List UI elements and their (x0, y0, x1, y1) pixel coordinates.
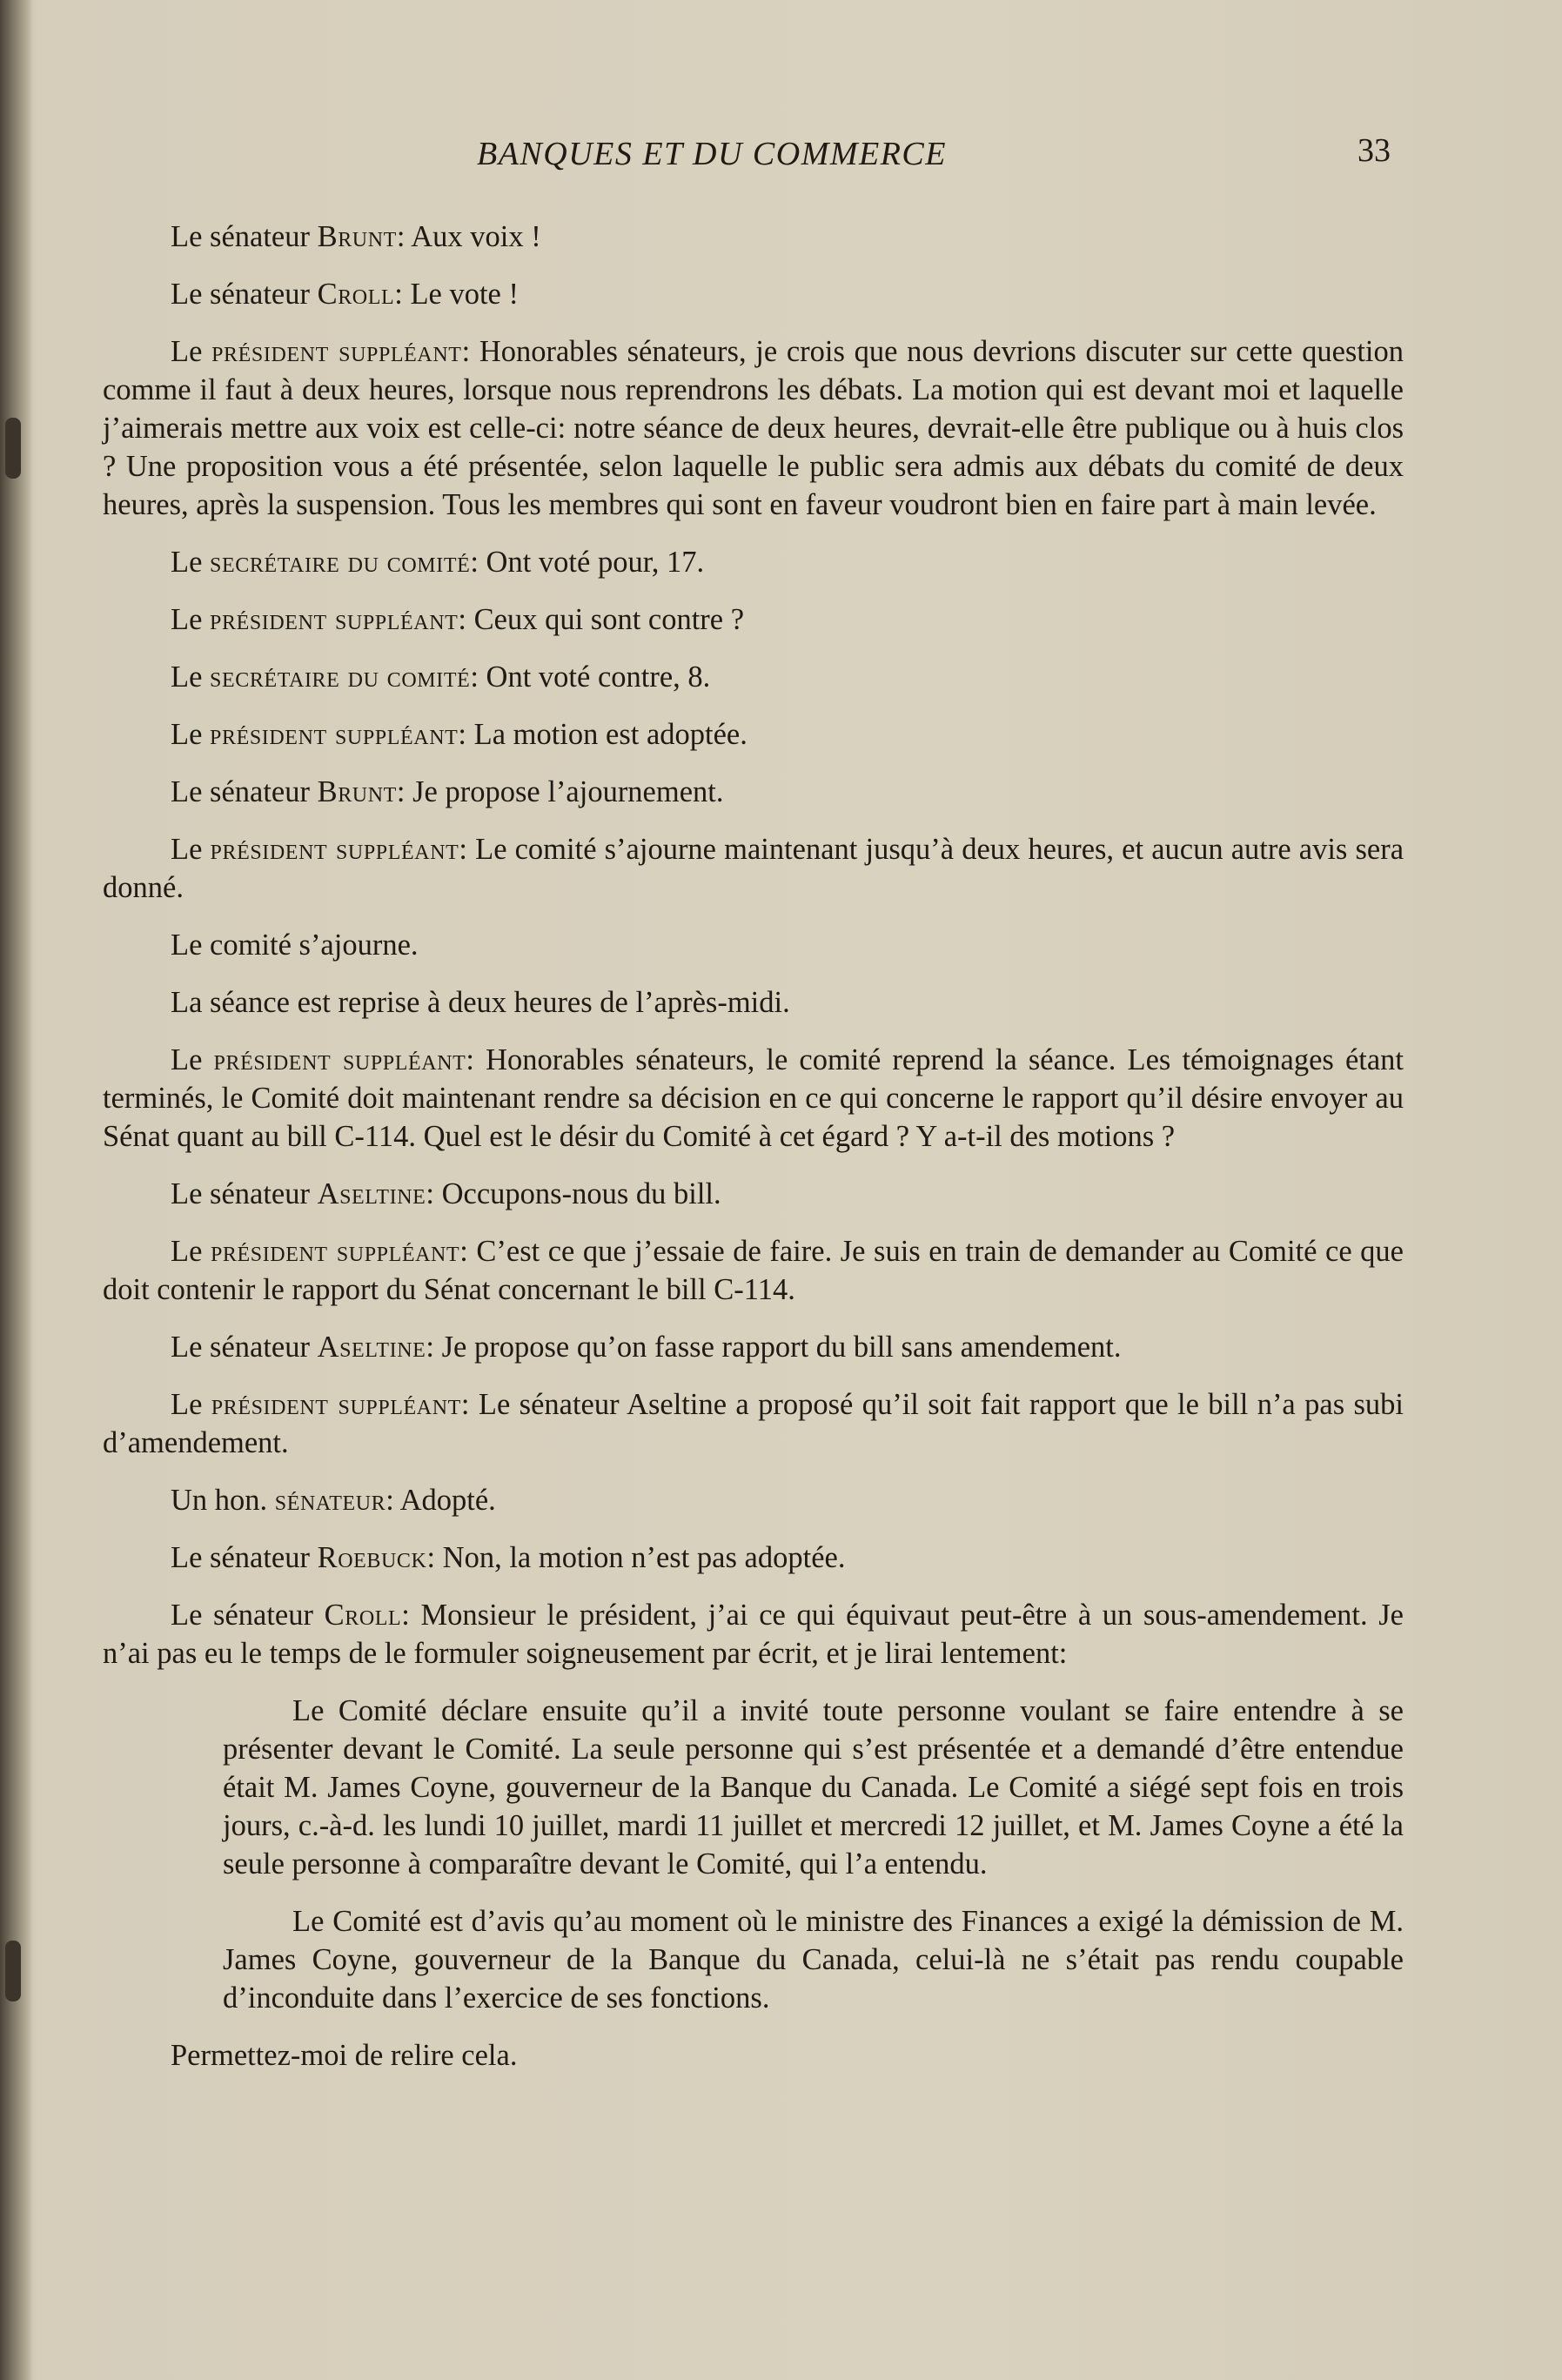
speech-text: : Non, la motion n’est pas adoptée. (426, 1541, 846, 1574)
page-number: 33 (1358, 132, 1391, 169)
speaker-name: Croll (317, 278, 395, 311)
running-title: BANQUES ET DU COMMERCE (477, 136, 947, 172)
page-body (103, 218, 1404, 2094)
speaker-name: Roebuck (317, 1541, 427, 1574)
speaker-name: président suppléant (213, 1043, 466, 1076)
speaker-name: secrétaire du comité (210, 546, 471, 579)
speaker-name: président suppléant (210, 1235, 460, 1268)
speaker-prefix: Le sénateur (171, 775, 318, 808)
speaker-prefix: Le (171, 660, 211, 694)
speech-text: : Adopté. (385, 1484, 496, 1517)
speech-text: : Le vote ! (394, 278, 519, 311)
speaker-name: président suppléant (211, 1388, 461, 1421)
speaker-prefix: Un hon. (171, 1484, 275, 1517)
speech-paragraph (103, 218, 1404, 256)
speech-text: : C’est ce que j’essaie de faire. Je suis en train de demander au Comité ce que doit contenir le rapport du Sénat concernant le bill C-114. (103, 1235, 1404, 1306)
speech-text: : La motion est adoptée. (458, 718, 747, 751)
binding-hole-mark (5, 418, 21, 479)
speech-text: : Honorables sénateurs, je crois que nous devrions discuter sur cette question comme il faut à deux heures, lorsque nous reprendrons les débats. La motion qui est devant moi et laquelle j’aimerais mettre aux voix est celle-ci: notre séance de deux heures, devrait-elle être publique ou à huis clos ? Une proposition vous a été présentée, selon laquelle le public sera admis aux débats du comité de deux heures, après la suspension. Tous les membres qui sont en faveur voudront bien en faire part à main levée. (103, 335, 1404, 521)
speaker-prefix: Le sénateur (171, 220, 318, 253)
speech-text: : Aux voix ! (396, 220, 541, 253)
speaker-prefix: Le sénateur (171, 1331, 318, 1364)
speaker-prefix: Le (171, 603, 211, 636)
speech-paragraph (103, 332, 1404, 524)
speaker-name: président suppléant (210, 718, 459, 751)
speech-paragraph (103, 830, 1404, 907)
speaker-name: Brunt (317, 775, 397, 808)
speaker-prefix: Le sénateur (171, 278, 318, 311)
speech-paragraph (103, 715, 1404, 754)
narrative-text: Le comité s’ajourne. (171, 929, 419, 962)
speaker-name: président suppléant (210, 833, 459, 866)
speaker-name: Aseltine (317, 1331, 426, 1364)
speaker-prefix: Le sénateur (171, 1599, 325, 1632)
narrative-paragraph (103, 983, 1404, 1022)
speech-paragraph (103, 1596, 1404, 1673)
speaker-prefix: Le (171, 1235, 211, 1268)
speech-text: : Ont voté contre, 8. (470, 660, 711, 694)
binding-hole-mark (5, 1941, 21, 2001)
speech-paragraph (103, 773, 1404, 811)
speech-text: : Honorables sénateurs, le comité reprend la séance. Les témoignages étant terminés, le Comité doit maintenant rendre sa décision en ce qui concerne le rapport qu’il désire envoyer au Sénat quant au bill C-114. Quel est le désir du Comité à cet égard ? Y a-t-il des motions ? (103, 1043, 1404, 1153)
speaker-prefix: Le sénateur (171, 1541, 318, 1574)
speaker-prefix: Le (171, 546, 211, 579)
speaker-prefix: Le (171, 1388, 211, 1421)
speech-paragraph (103, 1481, 1404, 1519)
narrative-text: La séance est reprise à deux heures de l’après-midi. (171, 986, 790, 1019)
speech-paragraph (103, 543, 1404, 581)
speech-text: : Le comité s’ajourne maintenant jusqu’à deux heures, et aucun autre avis sera donné. (103, 833, 1404, 904)
speaker-name: Croll (324, 1599, 402, 1632)
speaker-name: sénateur (274, 1484, 386, 1517)
speaker-prefix: Le (171, 335, 212, 368)
book-spine-shadow (0, 0, 33, 2380)
quoted-paragraph: Le Comité est d’avis qu’au moment où le ministre des Finances a exigé la démission de M. James Coyne, gouverneur de la Banque du Canada, celui-là ne s’était pas rendu coupable d’inconduite dans l’exercice de ses fonctions. (223, 1905, 1404, 2015)
speaker-prefix: Le (171, 1043, 214, 1076)
speaker-name: président suppléant (211, 335, 462, 368)
speech-text: : Ceux qui sont contre ? (458, 603, 745, 636)
speech-paragraph (103, 1539, 1404, 1577)
speech-paragraph (103, 1041, 1404, 1156)
speech-text: : Ont voté pour, 17. (470, 546, 705, 579)
speech-paragraph (103, 600, 1404, 639)
speaker-prefix: Le (171, 718, 211, 751)
page-header (103, 132, 1391, 187)
closing-paragraph: Permettez-moi de relire cela. (171, 2039, 518, 2072)
speech-text: : Je propose l’ajournement. (396, 775, 724, 808)
speech-paragraph (103, 1328, 1404, 1366)
speech-paragraph (103, 658, 1404, 696)
speech-text: : Monsieur le président, j’ai ce qui équivaut peut-être à un sous-amendement. Je n’ai pas eu le temps de le formuler soigneusement par écrit, et je lirai lentement: (103, 1599, 1404, 1670)
speaker-name: Aseltine (317, 1177, 426, 1210)
speech-paragraph (103, 1175, 1404, 1213)
speech-paragraph (103, 1385, 1404, 1462)
speech-text: : Le sénateur Aseltine a proposé qu’il soit fait rapport que le bill n’a pas subi d’amendement. (103, 1388, 1404, 1459)
narrative-paragraph (103, 926, 1404, 964)
speech-paragraph (103, 1232, 1404, 1309)
speech-text: : Occupons-nous du bill. (426, 1177, 721, 1210)
speech-text: : Je propose qu’on fasse rapport du bill sans amendement. (426, 1331, 1122, 1364)
speaker-prefix: Le (171, 833, 211, 866)
speaker-name: Brunt (317, 220, 397, 253)
speech-paragraph (103, 275, 1404, 313)
quoted-paragraph: Le Comité déclare ensuite qu’il a invité toute personne voulant se faire entendre à se présenter devant le Comité. La seule personne qui s’est présentée et a demandé d’être entendue était M. James Coyne, gouverneur de la Banque du Canada. Le Comité a siégé sept fois en trois jours, c.-à-d. les lundi 10 juillet, mardi 11 juillet et mercredi 12 juillet, et M. James Coyne a été la seule personne à comparaître devant le Comité, qui l’a entendu. (223, 1694, 1404, 1881)
speaker-name: président suppléant (210, 603, 459, 636)
speaker-prefix: Le sénateur (171, 1177, 318, 1210)
speaker-name: secrétaire du comité (210, 660, 471, 694)
